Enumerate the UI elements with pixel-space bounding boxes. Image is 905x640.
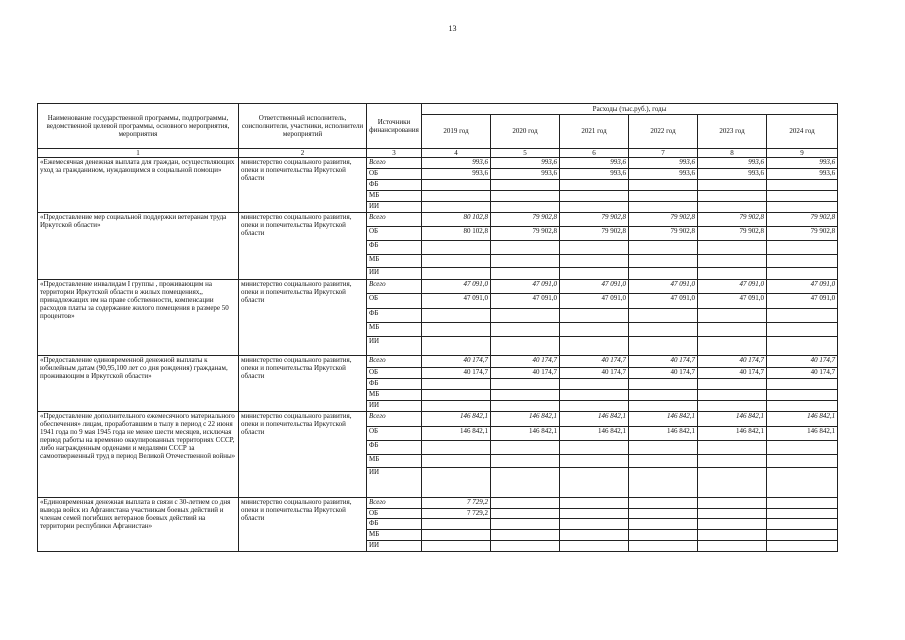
expense-value: 40 174,7 xyxy=(560,356,629,368)
expense-value xyxy=(560,323,629,337)
expense-value xyxy=(560,498,629,509)
funding-source: ИИ xyxy=(367,337,422,356)
program-executor: министерство социального развития, опеки и попечительства Иркутской области xyxy=(239,356,367,412)
page-number: 13 xyxy=(448,24,457,33)
expense-value xyxy=(629,498,698,509)
expense-value: 993,6 xyxy=(422,158,491,169)
expense-value xyxy=(422,268,491,280)
expense-value xyxy=(698,241,767,255)
program-name: «Предоставление дополнительного ежемесячного материального обеспечения» лицам, проработавшим в тылу в период с 22 июня 1941 года по 9 мая 1945 года не менее шести месяцев, исключая период работы на временно оккупированных территориях СССР, либо награжденным орденами и медалями СССР за самоотверженный труд в период Великой Отечественной войны» xyxy=(38,412,239,498)
program-name: «Предоставление мер социальной поддержки ветеранам труда Иркутской области» xyxy=(38,213,239,280)
expense-value xyxy=(698,268,767,280)
expense-value xyxy=(422,441,491,455)
expense-value: 40 174,7 xyxy=(491,368,560,379)
expense-value: 993,6 xyxy=(767,158,838,169)
expense-value: 79 902,8 xyxy=(767,213,838,227)
expense-value xyxy=(629,441,698,455)
column-number: 1 xyxy=(38,149,239,158)
expense-value xyxy=(422,390,491,401)
expense-value: 80 102,8 xyxy=(422,227,491,241)
expense-value: 47 091,0 xyxy=(698,280,767,294)
funding-source: МБ xyxy=(367,255,422,268)
expense-value xyxy=(629,379,698,390)
expense-value xyxy=(698,530,767,541)
expense-value xyxy=(422,455,491,468)
expense-value: 47 091,0 xyxy=(767,280,838,294)
expense-value xyxy=(629,530,698,541)
expense-value xyxy=(491,202,560,213)
expense-value xyxy=(422,323,491,337)
expense-value xyxy=(491,241,560,255)
expense-value xyxy=(560,519,629,530)
funding-source: ОБ xyxy=(367,227,422,241)
expense-value: 79 902,8 xyxy=(629,227,698,241)
expense-value xyxy=(491,191,560,202)
program-row-total xyxy=(38,213,838,227)
expense-value xyxy=(560,530,629,541)
funding-source: МБ xyxy=(367,455,422,468)
expense-value: 993,6 xyxy=(422,169,491,180)
expense-value xyxy=(767,202,838,213)
column-number: 6 xyxy=(560,149,629,158)
expense-value xyxy=(491,255,560,268)
expense-value xyxy=(767,390,838,401)
expense-value: 146 842,1 xyxy=(560,427,629,441)
expense-value: 146 842,1 xyxy=(698,427,767,441)
expense-value xyxy=(491,519,560,530)
program-executor: министерство социального развития, опеки и попечительства Иркутской области xyxy=(239,213,367,280)
expense-value: 79 902,8 xyxy=(698,227,767,241)
expense-value: 79 902,8 xyxy=(629,213,698,227)
funding-source: Всего xyxy=(367,280,422,294)
expense-value xyxy=(767,268,838,280)
column-number: 7 xyxy=(629,149,698,158)
header-year: 2023 год xyxy=(698,115,767,149)
funding-source: Всего xyxy=(367,356,422,368)
expense-value: 993,6 xyxy=(560,169,629,180)
expense-value xyxy=(629,202,698,213)
funding-source: ИИ xyxy=(367,268,422,280)
funding-source: ФБ xyxy=(367,519,422,530)
funding-source: МБ xyxy=(367,191,422,202)
program-executor: министерство социального развития, опеки и попечительства Иркутской области xyxy=(239,498,367,552)
expense-value: 47 091,0 xyxy=(491,294,560,309)
funding-source: ИИ xyxy=(367,468,422,498)
expense-value xyxy=(422,401,491,412)
expense-value: 47 091,0 xyxy=(629,280,698,294)
expense-value xyxy=(491,323,560,337)
expense-value xyxy=(767,401,838,412)
expense-value xyxy=(698,498,767,509)
expense-value: 40 174,7 xyxy=(698,356,767,368)
program-row-total xyxy=(38,498,838,509)
expense-value xyxy=(422,255,491,268)
expense-value: 993,6 xyxy=(698,169,767,180)
funding-source: ОБ xyxy=(367,427,422,441)
expense-value xyxy=(491,441,560,455)
expense-value xyxy=(767,519,838,530)
expense-value xyxy=(629,241,698,255)
expense-value xyxy=(629,309,698,323)
expense-value xyxy=(491,268,560,280)
expense-value xyxy=(767,180,838,191)
expense-value: 146 842,1 xyxy=(422,427,491,441)
expense-value xyxy=(698,379,767,390)
expense-value xyxy=(422,519,491,530)
funding-source: ИИ xyxy=(367,202,422,213)
funding-source: ФБ xyxy=(367,379,422,390)
expense-value xyxy=(491,498,560,509)
header-year: 2022 год xyxy=(629,115,698,149)
expense-value: 79 902,8 xyxy=(560,213,629,227)
expense-value xyxy=(767,241,838,255)
column-number: 8 xyxy=(698,149,767,158)
expense-value: 146 842,1 xyxy=(491,412,560,427)
expense-value xyxy=(422,379,491,390)
expense-value: 993,6 xyxy=(767,169,838,180)
expense-value xyxy=(698,455,767,468)
expense-value xyxy=(629,519,698,530)
expense-value xyxy=(698,191,767,202)
expense-value xyxy=(767,337,838,356)
expense-value xyxy=(491,541,560,552)
budget-table xyxy=(37,103,838,552)
expense-value: 47 091,0 xyxy=(491,280,560,294)
expense-value xyxy=(560,390,629,401)
expense-value: 146 842,1 xyxy=(560,412,629,427)
column-number: 3 xyxy=(367,149,422,158)
expense-value: 146 842,1 xyxy=(767,412,838,427)
expense-value: 79 902,8 xyxy=(491,227,560,241)
expense-value: 993,6 xyxy=(629,158,698,169)
expense-value: 993,6 xyxy=(698,158,767,169)
expense-value xyxy=(560,455,629,468)
expense-value: 47 091,0 xyxy=(629,294,698,309)
program-row-total xyxy=(38,280,838,294)
expense-value xyxy=(629,323,698,337)
funding-source: ФБ xyxy=(367,180,422,191)
expense-value xyxy=(767,541,838,552)
funding-source: Всего xyxy=(367,158,422,169)
expense-value: 79 902,8 xyxy=(767,227,838,241)
expense-value xyxy=(422,309,491,323)
expense-value: 79 902,8 xyxy=(560,227,629,241)
expense-value xyxy=(698,541,767,552)
expense-value: 993,6 xyxy=(491,169,560,180)
expense-value xyxy=(560,509,629,519)
program-executor: министерство социального развития, опеки и попечительства Иркутской области xyxy=(239,412,367,498)
program-name: «Ежемесячная денежная выплата для граждан, осуществляющих уход за гражданином, нуждающимся в социальной помощи» xyxy=(38,158,239,213)
funding-source: МБ xyxy=(367,530,422,541)
expense-value xyxy=(698,337,767,356)
expense-value xyxy=(491,390,560,401)
program-row-total xyxy=(38,158,838,169)
expense-value xyxy=(491,337,560,356)
expense-value xyxy=(560,379,629,390)
expense-value: 7 729,2 xyxy=(422,509,491,519)
expense-value xyxy=(560,268,629,280)
column-number: 9 xyxy=(767,149,838,158)
expense-value: 79 902,8 xyxy=(491,213,560,227)
expense-value xyxy=(422,468,491,498)
expense-value: 993,6 xyxy=(491,158,560,169)
expense-value xyxy=(491,509,560,519)
expense-value: 47 091,0 xyxy=(560,294,629,309)
header-year: 2024 год xyxy=(767,115,838,149)
funding-source: ИИ xyxy=(367,541,422,552)
expense-value xyxy=(422,180,491,191)
expense-value xyxy=(491,401,560,412)
expense-value xyxy=(560,191,629,202)
expense-value xyxy=(767,255,838,268)
expense-value xyxy=(560,309,629,323)
funding-source: ОБ xyxy=(367,509,422,519)
expense-value xyxy=(422,541,491,552)
expense-value xyxy=(422,530,491,541)
expense-value: 40 174,7 xyxy=(422,368,491,379)
expense-value: 40 174,7 xyxy=(698,368,767,379)
expense-value xyxy=(629,180,698,191)
expense-value xyxy=(629,390,698,401)
expense-value xyxy=(560,337,629,356)
funding-source: МБ xyxy=(367,390,422,401)
expense-value: 47 091,0 xyxy=(422,294,491,309)
expense-value: 47 091,0 xyxy=(422,280,491,294)
expense-value: 146 842,1 xyxy=(491,427,560,441)
funding-source: ИИ xyxy=(367,401,422,412)
expense-value xyxy=(629,401,698,412)
expense-value xyxy=(698,519,767,530)
expense-value xyxy=(767,455,838,468)
column-number: 2 xyxy=(239,149,367,158)
expense-value xyxy=(629,541,698,552)
expense-value xyxy=(767,530,838,541)
expense-value xyxy=(767,379,838,390)
header-name: Наименование государственной программы, подпрограммы, ведомственной целевой программы, основного мероприятия, мероприятия xyxy=(38,104,239,149)
expense-value xyxy=(698,441,767,455)
expense-value: 146 842,1 xyxy=(422,412,491,427)
expense-value xyxy=(560,541,629,552)
expense-value xyxy=(422,241,491,255)
header-year: 2019 год xyxy=(422,115,491,149)
expense-value xyxy=(698,509,767,519)
expense-value xyxy=(560,441,629,455)
column-number: 5 xyxy=(491,149,560,158)
expense-value xyxy=(767,323,838,337)
funding-source: ОБ xyxy=(367,368,422,379)
expense-value xyxy=(767,309,838,323)
expense-value: 7 729,2 xyxy=(422,498,491,509)
expense-value xyxy=(698,401,767,412)
expense-value xyxy=(491,180,560,191)
expense-value xyxy=(767,468,838,498)
expense-value xyxy=(560,241,629,255)
funding-source: ОБ xyxy=(367,294,422,309)
expense-value: 146 842,1 xyxy=(629,412,698,427)
expense-value xyxy=(767,509,838,519)
expense-value xyxy=(629,191,698,202)
expense-value xyxy=(491,379,560,390)
program-name: «Предоставление инвалидам I группы , проживающим на территории Иркутской области в жилых помещениях,, принадлежащих им на праве собственности, компенсации расходов платы за содержание жилого помещения в размере 50 процентов» xyxy=(38,280,239,356)
header-expenses: Расходы (тыс.руб.), годы xyxy=(422,104,838,115)
expense-value xyxy=(698,255,767,268)
funding-source: Всего xyxy=(367,412,422,427)
expense-value: 79 902,8 xyxy=(698,213,767,227)
expense-value xyxy=(698,323,767,337)
expense-value xyxy=(629,509,698,519)
header-year: 2020 год xyxy=(491,115,560,149)
expense-value: 146 842,1 xyxy=(698,412,767,427)
funding-source: ФБ xyxy=(367,441,422,455)
expense-value: 47 091,0 xyxy=(698,294,767,309)
funding-source: МБ xyxy=(367,323,422,337)
expense-value xyxy=(767,191,838,202)
expense-value xyxy=(560,401,629,412)
expense-value xyxy=(491,468,560,498)
program-name: «Единовременная денежная выплата в связи с 30-летием со дня вывода войск из Афганистана участникам боевых действий и членам семей погибших ветеранов боевых действий на территории республики Афганистан» xyxy=(38,498,239,552)
expense-value: 40 174,7 xyxy=(560,368,629,379)
expense-value xyxy=(560,202,629,213)
expense-value: 47 091,0 xyxy=(560,280,629,294)
table-header xyxy=(38,104,838,158)
program-executor: министерство социального развития, опеки и попечительства Иркутской области xyxy=(239,158,367,213)
expense-value: 40 174,7 xyxy=(422,356,491,368)
expense-value: 993,6 xyxy=(629,169,698,180)
expense-value xyxy=(698,390,767,401)
expense-value: 40 174,7 xyxy=(767,356,838,368)
expense-value xyxy=(767,498,838,509)
expense-value xyxy=(422,337,491,356)
table-body xyxy=(38,158,838,552)
program-row-total xyxy=(38,412,838,427)
funding-source: ФБ xyxy=(367,309,422,323)
expense-value xyxy=(698,180,767,191)
program-name: «Предоставление единовременной денежной выплаты к юбилейным датам (90,95,100 лет со дня рождения) гражданам, проживающим в Иркутской области» xyxy=(38,356,239,412)
expense-value: 146 842,1 xyxy=(629,427,698,441)
expense-value xyxy=(560,468,629,498)
program-row-total xyxy=(38,356,838,368)
expense-value: 40 174,7 xyxy=(767,368,838,379)
funding-source: Всего xyxy=(367,498,422,509)
expense-value xyxy=(560,255,629,268)
expense-value xyxy=(698,202,767,213)
expense-value xyxy=(629,455,698,468)
expense-value: 80 102,8 xyxy=(422,213,491,227)
expense-value xyxy=(422,191,491,202)
expense-value xyxy=(491,455,560,468)
expense-value xyxy=(422,202,491,213)
expense-value xyxy=(560,180,629,191)
header-year: 2021 год xyxy=(560,115,629,149)
expense-value: 993,6 xyxy=(560,158,629,169)
header-executor: Ответственный исполнитель, соисполнители, участники, исполнители мероприятий xyxy=(239,104,367,149)
expense-value xyxy=(629,268,698,280)
expense-value xyxy=(767,441,838,455)
funding-source: ОБ xyxy=(367,169,422,180)
expense-value: 40 174,7 xyxy=(629,368,698,379)
funding-source: Всего xyxy=(367,213,422,227)
expense-value: 40 174,7 xyxy=(491,356,560,368)
header-source: Источники финансирования xyxy=(367,104,422,149)
expense-value: 40 174,7 xyxy=(629,356,698,368)
expense-value xyxy=(629,255,698,268)
expense-value xyxy=(491,530,560,541)
funding-source: ФБ xyxy=(367,241,422,255)
expense-value: 146 842,1 xyxy=(767,427,838,441)
column-number: 4 xyxy=(422,149,491,158)
expense-value xyxy=(698,309,767,323)
expense-value: 47 091,0 xyxy=(767,294,838,309)
expense-value xyxy=(491,309,560,323)
expense-value xyxy=(629,468,698,498)
expense-value xyxy=(698,468,767,498)
program-executor: министерство социального развития, опеки и попечительства Иркутской области xyxy=(239,280,367,356)
expense-value xyxy=(629,337,698,356)
